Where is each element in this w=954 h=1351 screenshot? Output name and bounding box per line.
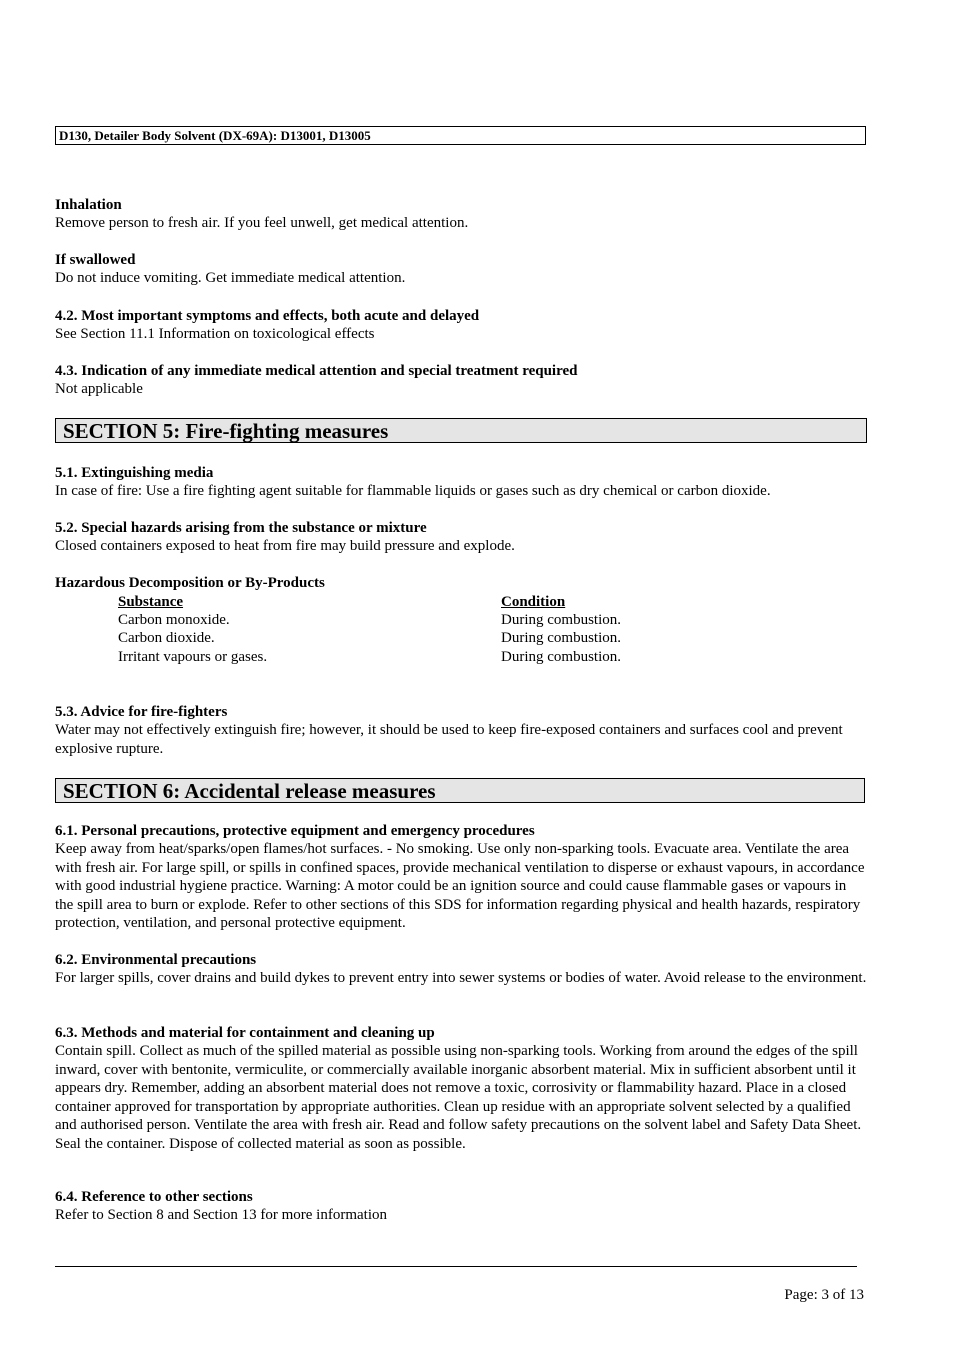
section-5-2-text: Closed containers exposed to heat from fire may build pressure and explode. bbox=[55, 538, 515, 554]
swallowed-heading: If swallowed bbox=[55, 252, 136, 268]
section-6-1-heading: 6.1. Personal precautions, protective equipment and emergency procedures bbox=[55, 823, 535, 839]
inhalation-text: Remove person to fresh air. If you feel unwell, get medical attention. bbox=[55, 215, 469, 231]
section-5-1-heading: 5.1. Extinguishing media bbox=[55, 465, 214, 481]
decomposition-condition: During combustion. bbox=[501, 649, 621, 665]
section-6-title-bar bbox=[55, 778, 865, 803]
section-4-3-text: Not applicable bbox=[55, 381, 143, 397]
section-6-title: SECTION 6: Accidental release measures bbox=[63, 779, 436, 803]
section-6-3-heading: 6.3. Methods and material for containment and cleaning up bbox=[55, 1025, 435, 1041]
section-6-1-text: Keep away from heat/sparks/open flames/hot surfaces. - No smoking. Use only non-sparking tools. Evacuate area. Ventilate the area with fresh air. For large spill, or spills in confined spaces, provide mechanical ventilation to disperse or exhaust vapours, in accordance with good industrial hygiene practice. Warning: A motor could be an ignition source and could cause flammable gases or vapours in the spill area to burn or explode. Refer to other sections of this SDS for information regarding physical and health hazards, respiratory protection, ventilation, and personal protective equipment. bbox=[55, 841, 865, 931]
section-4-3-heading: 4.3. Indication of any immediate medical attention and special treatment required bbox=[55, 363, 578, 379]
section-6-2-heading: 6.2. Environmental precautions bbox=[55, 952, 257, 968]
section-6-4-text: Refer to Section 8 and Section 13 for more information bbox=[55, 1207, 387, 1223]
section-6-4-heading: 6.4. Reference to other sections bbox=[55, 1189, 253, 1205]
section-5-2-heading: 5.2. Special hazards arising from the substance or mixture bbox=[55, 520, 427, 536]
decomposition-condition: During combustion. bbox=[501, 630, 621, 646]
inhalation-heading: Inhalation bbox=[55, 197, 122, 213]
decomposition-substance: Carbon monoxide. bbox=[118, 612, 230, 628]
section-6-3-text: Contain spill. Collect as much of the spilled material as possible using non-sparking tools. Working from around the edges of the spill inward, cover with bentonite, vermiculite, or commercially available inorganic absorbent material. Mix in sufficient absorbent until it appears dry. Remember, adding an absorbent material does not remove a toxic, corrosivity or flammability hazard. Place in a closed container approved for transportation by appropriate authorities. Clean up residue with an appropriate solvent selected by a qualified and authorised person. Ventilate the area with fresh air. Read and follow safety precautions on the solvent label and Safety Data Sheet. Seal the container. Dispose of collected material as soon as possible. bbox=[55, 1043, 862, 1152]
decomposition-heading: Hazardous Decomposition or By-Products bbox=[55, 575, 325, 591]
decomposition-condition: During combustion. bbox=[501, 612, 621, 628]
section-4-2-text: See Section 11.1 Information on toxicological effects bbox=[55, 326, 375, 342]
section-5-1-text: In case of fire: Use a fire fighting agent suitable for flammable liquids or gases such as dry chemical or carbon dioxide. bbox=[55, 483, 771, 499]
section-6-2-text: For larger spills, cover drains and build dykes to prevent entry into sewer systems or bodies of water. Avoid release to the environment. bbox=[55, 970, 867, 986]
section-5-title: SECTION 5: Fire-fighting measures bbox=[63, 419, 389, 443]
document-header-title: D130, Detailer Body Solvent (DX-69A): D13001, D13005 bbox=[59, 128, 371, 143]
decomposition-substance: Irritant vapours or gases. bbox=[118, 649, 268, 665]
footer-rule bbox=[55, 1266, 857, 1267]
swallowed-text: Do not induce vomiting. Get immediate medical attention. bbox=[55, 270, 406, 286]
section-5-3-heading: 5.3. Advice for fire-fighters bbox=[55, 704, 228, 720]
decomposition-substance: Carbon dioxide. bbox=[118, 630, 215, 646]
page-number: Page: 3 of 13 bbox=[784, 1287, 864, 1303]
decomposition-col-condition: Condition bbox=[501, 594, 566, 610]
section-5-3-text: Water may not effectively extinguish fire; however, it should be used to keep fire-exposed containers and surfaces cool and prevent explosive rupture. bbox=[55, 722, 843, 757]
section-5-title-bar bbox=[55, 418, 867, 443]
decomposition-col-substance: Substance bbox=[118, 594, 184, 610]
section-4-2-heading: 4.2. Most important symptoms and effects, both acute and delayed bbox=[55, 308, 480, 324]
document-header-box bbox=[55, 126, 866, 145]
